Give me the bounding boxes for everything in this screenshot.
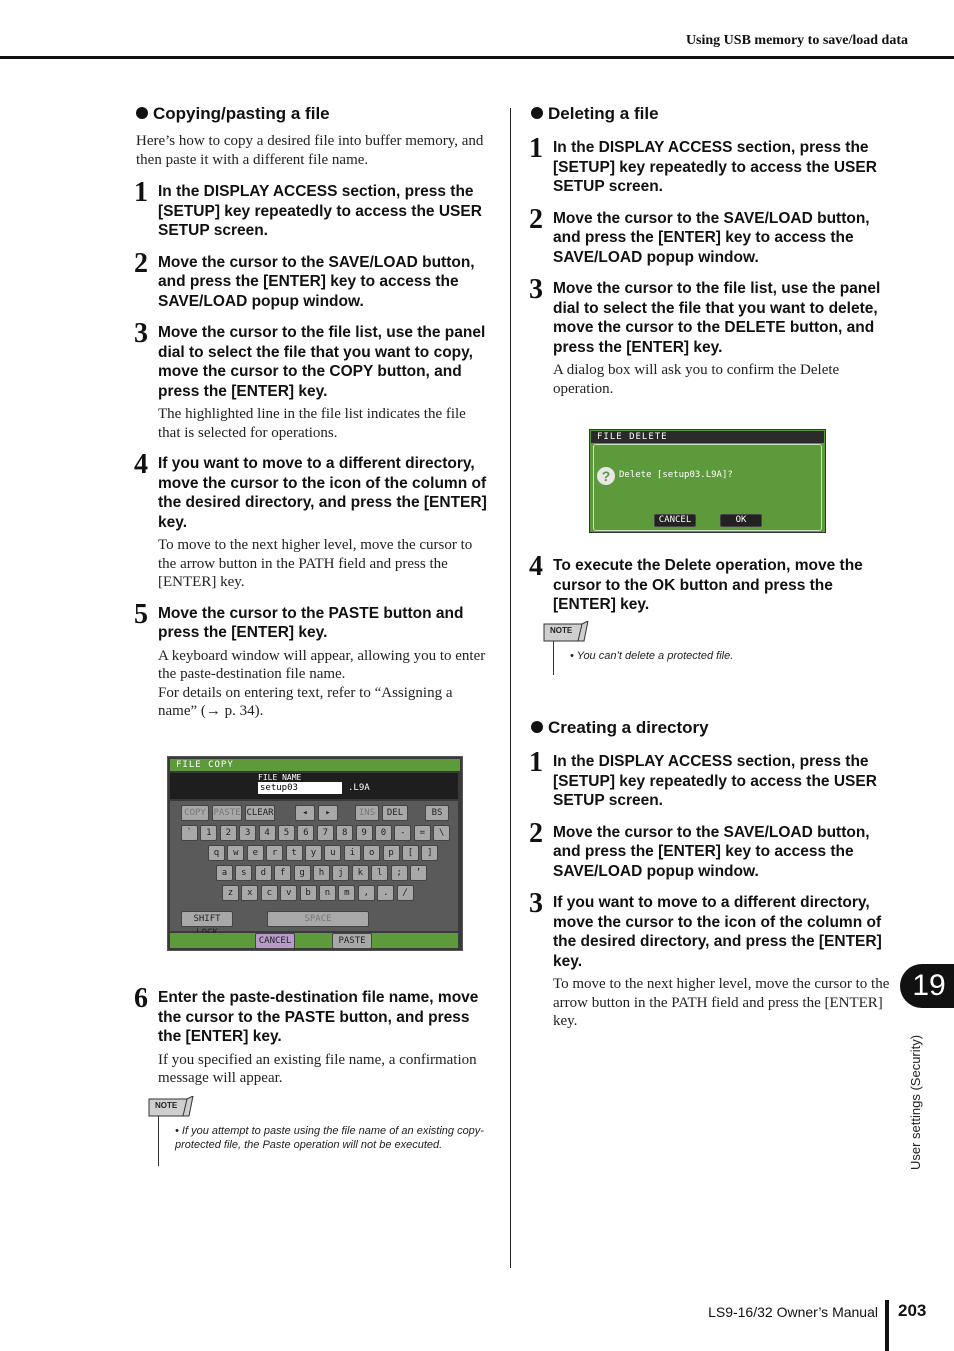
keyboard-key[interactable]: 1 — [200, 825, 217, 841]
step-2: 2 Move the cursor to the SAVE/LOAD button, and press the [ENTER] key to access the SAVE/LOAD popup window. — [134, 247, 475, 310]
bullet-icon — [531, 721, 543, 733]
keyboard-key[interactable]: x — [241, 885, 258, 901]
keyboard-key[interactable]: k — [352, 865, 369, 881]
keyboard-key[interactable]: i — [344, 845, 361, 861]
page-number: 203 — [898, 1301, 927, 1320]
dir-step-1: 1 In the DISPLAY ACCESS section, press the [SETUP] key repeatedly to access the USER SETUP screen. — [529, 747, 877, 809]
step-6: 6 Enter the paste-destination file name, move the cursor to the PASTE button, and press the [ENTER] key. If you specified an existing file name, a confirmation message will appear. — [134, 983, 479, 1086]
keyboard-key[interactable]: q — [208, 845, 225, 861]
bullet-icon — [531, 107, 543, 119]
shift-lock-button[interactable]: SHIFT — [181, 911, 233, 927]
section-title-copy-paste: Copying/pasting a file — [136, 104, 492, 124]
space-button[interactable]: SPACE — [267, 911, 369, 927]
keyboard-key[interactable]: ] — [421, 845, 438, 861]
delete-message: Delete [setup03.L9A]? — [619, 470, 733, 480]
keyboard-key[interactable]: 6 — [297, 825, 314, 841]
right-column — [531, 104, 891, 410]
keyboard-key[interactable]: t — [286, 845, 303, 861]
section-title-delete: Deleting a file — [531, 104, 891, 124]
keyboard-key[interactable]: h — [313, 865, 330, 881]
keyboard-key[interactable]: ` — [181, 825, 198, 841]
file-delete-title: FILE DELETE — [591, 431, 824, 443]
note-icon: NOTE — [542, 621, 590, 648]
step-3: 3 Move the cursor to the file list, use the panel dial to select the file that you want to copy, move the cursor to the COPY button, and press the [ENTER] key. The highlighted line in the file list indicates the file that is selected for operations. — [134, 318, 486, 441]
note-paste: NOTE • If you attempt to paste using the file name of an existing copy-protected file, the Paste operation will not be executed. — [158, 1110, 492, 1166]
file-delete-screen — [589, 429, 826, 533]
section-title-directory: Creating a directory — [531, 718, 891, 738]
ins-button[interactable]: INS — [355, 805, 379, 821]
keyboard-key[interactable]: 0 — [375, 825, 392, 841]
keyboard-key[interactable]: o — [363, 845, 380, 861]
keyboard-key[interactable]: a — [216, 865, 233, 881]
left-column — [136, 104, 492, 733]
keyboard-key[interactable]: z — [222, 885, 239, 901]
keyboard-key[interactable]: g — [294, 865, 311, 881]
keyboard-key[interactable]: l — [371, 865, 388, 881]
keyboard-key[interactable]: \ — [433, 825, 450, 841]
keyboard-key[interactable]: c — [261, 885, 278, 901]
keyboard-key[interactable]: u — [324, 845, 341, 861]
keyboard-key[interactable]: s — [235, 865, 252, 881]
question-icon: ? — [597, 467, 615, 485]
keyboard-key[interactable]: e — [247, 845, 264, 861]
keyboard-key[interactable]: p — [383, 845, 400, 861]
note-icon: NOTE — [147, 1096, 195, 1123]
bullet-icon — [136, 107, 148, 119]
paste-button-top[interactable]: PASTE — [212, 805, 242, 821]
left-column-lower — [134, 983, 492, 1166]
intro-text: Here’s how to copy a desired file into buffer memory, and then paste it with a different file name. — [136, 133, 484, 168]
keyboard-key[interactable]: [ — [402, 845, 419, 861]
keyboard-key[interactable]: 3 — [239, 825, 256, 841]
step-5: 5 Move the cursor to the PASTE button and press the [ENTER] key. A keyboard window will appear, allowing you to enter the paste-destination file name. For details on entering text, refer to “Assigning a name” (→ p. 34). — [134, 598, 486, 719]
dir-step-2: 2 Move the cursor to the SAVE/LOAD button, and press the [ENTER] key to access the SAVE/LOAD popup window. — [529, 817, 870, 880]
header-rule — [0, 56, 954, 59]
file-name-input[interactable]: setup03 — [258, 782, 342, 794]
keyboard-key[interactable]: d — [255, 865, 272, 881]
file-copy-screen — [167, 756, 463, 951]
paste-button[interactable]: PASTE — [332, 933, 372, 949]
keyboard-key[interactable]: b — [300, 885, 317, 901]
chapter-tab: 19 — [900, 964, 954, 1008]
cancel-button[interactable]: CANCEL — [255, 933, 295, 949]
running-header: Using USB memory to save/load data — [685, 33, 908, 48]
delete-cancel-button[interactable]: CANCEL — [654, 514, 696, 527]
step-4: 4 If you want to move to a different directory, move the cursor to the icon of the column of the desired directory, and press the [ENTER] key. To move to the next higher level, move the cursor to the arrow button in the PATH field and press the [ENTER] key. — [134, 449, 487, 590]
file-name-label: FILE NAME — [258, 773, 302, 782]
keyboard-key[interactable]: - — [394, 825, 411, 841]
keyboard-key[interactable]: w — [227, 845, 244, 861]
keyboard-key[interactable]: 5 — [278, 825, 295, 841]
file-copy-title: FILE COPY — [170, 759, 460, 771]
keyboard-key[interactable]: . — [377, 885, 394, 901]
column-divider — [510, 108, 511, 1268]
keyboard-key[interactable]: 2 — [220, 825, 237, 841]
note-delete: NOTE • You can’t delete a protected file. — [553, 635, 891, 675]
cursor-right-button[interactable]: ▸ — [318, 805, 338, 821]
keyboard-key[interactable]: j — [332, 865, 349, 881]
footer-manual-title: LS9-16/32 Owner’s Manual — [708, 1304, 878, 1320]
clear-button[interactable]: CLEAR — [245, 805, 275, 821]
file-copy-footer — [170, 933, 458, 948]
keyboard-key[interactable]: = — [414, 825, 431, 841]
dir-step-3: 3 If you want to move to a different directory, move the cursor to the icon of the column of the desired directory, and press the [ENTER] key. To move to the next higher level, move the cursor to the arrow button in the PATH field and press the [ENTER] key. — [529, 888, 890, 1029]
step-1: 1 In the DISPLAY ACCESS section, press the [SETUP] key repeatedly to access the USER SETUP screen. — [134, 177, 482, 239]
keyboard-key[interactable]: 8 — [336, 825, 353, 841]
keyboard-key[interactable]: 9 — [356, 825, 373, 841]
delete-step-2: 2 Move the cursor to the SAVE/LOAD button, and press the [ENTER] key to access the SAVE/LOAD popup window. — [529, 203, 870, 266]
keyboard-key[interactable]: ; — [391, 865, 408, 881]
cursor-left-button[interactable]: ◂ — [295, 805, 315, 821]
right-column-lower — [531, 718, 891, 1043]
footer-bar — [885, 1300, 889, 1351]
keyboard-panel — [170, 801, 458, 931]
side-section-label: User settings (Security) — [908, 1034, 923, 1170]
keyboard-key[interactable]: r — [266, 845, 283, 861]
keyboard-key[interactable]: f — [274, 865, 291, 881]
keyboard-key[interactable]: 4 — [259, 825, 276, 841]
keyboard-key[interactable]: n — [319, 885, 336, 901]
keyboard-key[interactable]: 7 — [317, 825, 334, 841]
keyboard-key[interactable]: v — [280, 885, 297, 901]
delete-step-3: 3 Move the cursor to the file list, use the panel dial to select the file that you want to delete, move the cursor to the DELETE button, and press the [ENTER] key. A dialog box will ask you to confirm the Delete operation. — [529, 274, 881, 397]
right-column-middle — [529, 551, 891, 675]
bs-button[interactable]: BS — [425, 805, 449, 821]
keyboard-key[interactable]: ’ — [410, 865, 427, 881]
keyboard-key[interactable]: , — [358, 885, 375, 901]
copy-button[interactable]: COPY — [181, 805, 209, 821]
keyboard-key[interactable]: y — [305, 845, 322, 861]
delete-step-4: 4 To execute the Delete operation, move the cursor to the OK button and press the [ENTER] key. — [529, 551, 863, 613]
file-delete-body — [593, 444, 822, 531]
keyboard-key[interactable]: m — [338, 885, 355, 901]
del-button[interactable]: DEL — [382, 805, 408, 821]
delete-step-1: 1 In the DISPLAY ACCESS section, press the [SETUP] key repeatedly to access the USER SETUP screen. — [529, 133, 877, 195]
keyboard-key[interactable]: / — [397, 885, 414, 901]
file-extension: .L9A — [348, 783, 370, 793]
delete-ok-button[interactable]: OK — [720, 514, 762, 527]
file-name-panel — [170, 773, 458, 799]
